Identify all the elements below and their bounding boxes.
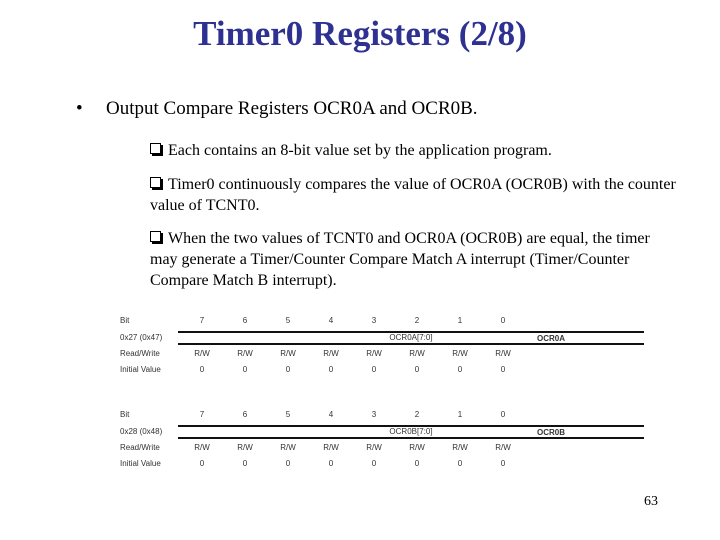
initial-value: 0 — [457, 365, 463, 374]
sub-item-2-text: Timer0 continuously compares the value of OCR0A (OCR0B) with the counter value of TCNT0. — [150, 176, 676, 214]
initial-value: 0 — [414, 365, 420, 374]
sub-item-1 — [150, 140, 680, 161]
rw-value: R/W — [366, 443, 382, 452]
rw-value: R/W — [495, 443, 511, 452]
sub-item-2 — [150, 174, 680, 216]
bit-number: 1 — [457, 410, 463, 419]
rw-value: R/W — [409, 443, 425, 452]
bit-number: 5 — [285, 410, 291, 419]
bit-number: 4 — [328, 410, 334, 419]
read-write-label: Read/Write — [120, 349, 160, 358]
rw-value: R/W — [237, 443, 253, 452]
bit-number: 0 — [500, 316, 506, 325]
initial-value: 0 — [242, 365, 248, 374]
initial-value: 0 — [285, 365, 291, 374]
bit-number: 3 — [371, 410, 377, 419]
initial-value: 0 — [199, 459, 205, 468]
bullet-item — [76, 98, 478, 120]
sub-item-3 — [150, 228, 680, 291]
bit-number: 4 — [328, 316, 334, 325]
bit-number: 7 — [199, 410, 205, 419]
register-table-ocr0a — [120, 316, 580, 386]
checkbox-bullet-icon — [150, 177, 161, 188]
rw-value: R/W — [280, 349, 296, 358]
checkbox-bullet-icon — [150, 143, 161, 154]
register-field — [178, 425, 644, 439]
page-number: 63 — [644, 494, 658, 509]
rw-value: R/W — [280, 443, 296, 452]
rw-value: R/W — [323, 349, 339, 358]
bit-number: 3 — [371, 316, 377, 325]
sub-item-1-text: Each contains an 8-bit value set by the application program. — [168, 142, 552, 159]
bit-number: 5 — [285, 316, 291, 325]
bit-number: 2 — [414, 316, 420, 325]
register-name: OCR0B — [537, 428, 566, 437]
sub-item-3-text: When the two values of TCNT0 and OCR0A (OCR0B) are equal, the timer may generate a Timer/Counter Compare Match A interrupt (Timer/Counter Compare Match B interrupt). — [150, 230, 650, 289]
initial-value: 0 — [328, 365, 334, 374]
initial-value: 0 — [371, 365, 377, 374]
initial-value-label: Initial Value — [120, 365, 161, 374]
address-label: 0x28 (0x48) — [120, 427, 163, 436]
bullet-text: Output Compare Registers OCR0A and OCR0B. — [106, 98, 478, 119]
field-name: OCR0A[7:0] — [389, 333, 433, 342]
rw-value: R/W — [237, 349, 253, 358]
checkbox-bullet-icon — [150, 231, 161, 242]
initial-value: 0 — [500, 365, 506, 374]
read-write-label: Read/Write — [120, 443, 160, 452]
slide-title: Timer0 Registers (2/8) — [193, 14, 527, 53]
bit-number: 6 — [242, 316, 248, 325]
bit-number: 0 — [500, 410, 506, 419]
rw-value: R/W — [452, 443, 468, 452]
rw-value: R/W — [452, 349, 468, 358]
initial-value: 0 — [242, 459, 248, 468]
initial-value: 0 — [371, 459, 377, 468]
bit-number: 1 — [457, 316, 463, 325]
bit-label: Bit — [120, 316, 130, 325]
field-name: OCR0B[7:0] — [389, 427, 433, 436]
initial-value: 0 — [414, 459, 420, 468]
rw-value: R/W — [194, 349, 210, 358]
register-name: OCR0A — [537, 334, 566, 343]
address-label: 0x27 (0x47) — [120, 333, 163, 342]
initial-value: 0 — [457, 459, 463, 468]
rw-value: R/W — [194, 443, 210, 452]
register-field — [178, 331, 644, 345]
rw-value: R/W — [366, 349, 382, 358]
initial-value-label: Initial Value — [120, 459, 161, 468]
initial-value: 0 — [328, 459, 334, 468]
initial-value: 0 — [285, 459, 291, 468]
register-table-ocr0b — [120, 410, 580, 480]
bit-number: 6 — [242, 410, 248, 419]
initial-value: 0 — [199, 365, 205, 374]
rw-value: R/W — [495, 349, 511, 358]
bullet-marker: • — [76, 98, 83, 119]
rw-value: R/W — [323, 443, 339, 452]
rw-value: R/W — [409, 349, 425, 358]
bit-number: 2 — [414, 410, 420, 419]
bit-label: Bit — [120, 410, 130, 419]
bit-number: 7 — [199, 316, 205, 325]
initial-value: 0 — [500, 459, 506, 468]
